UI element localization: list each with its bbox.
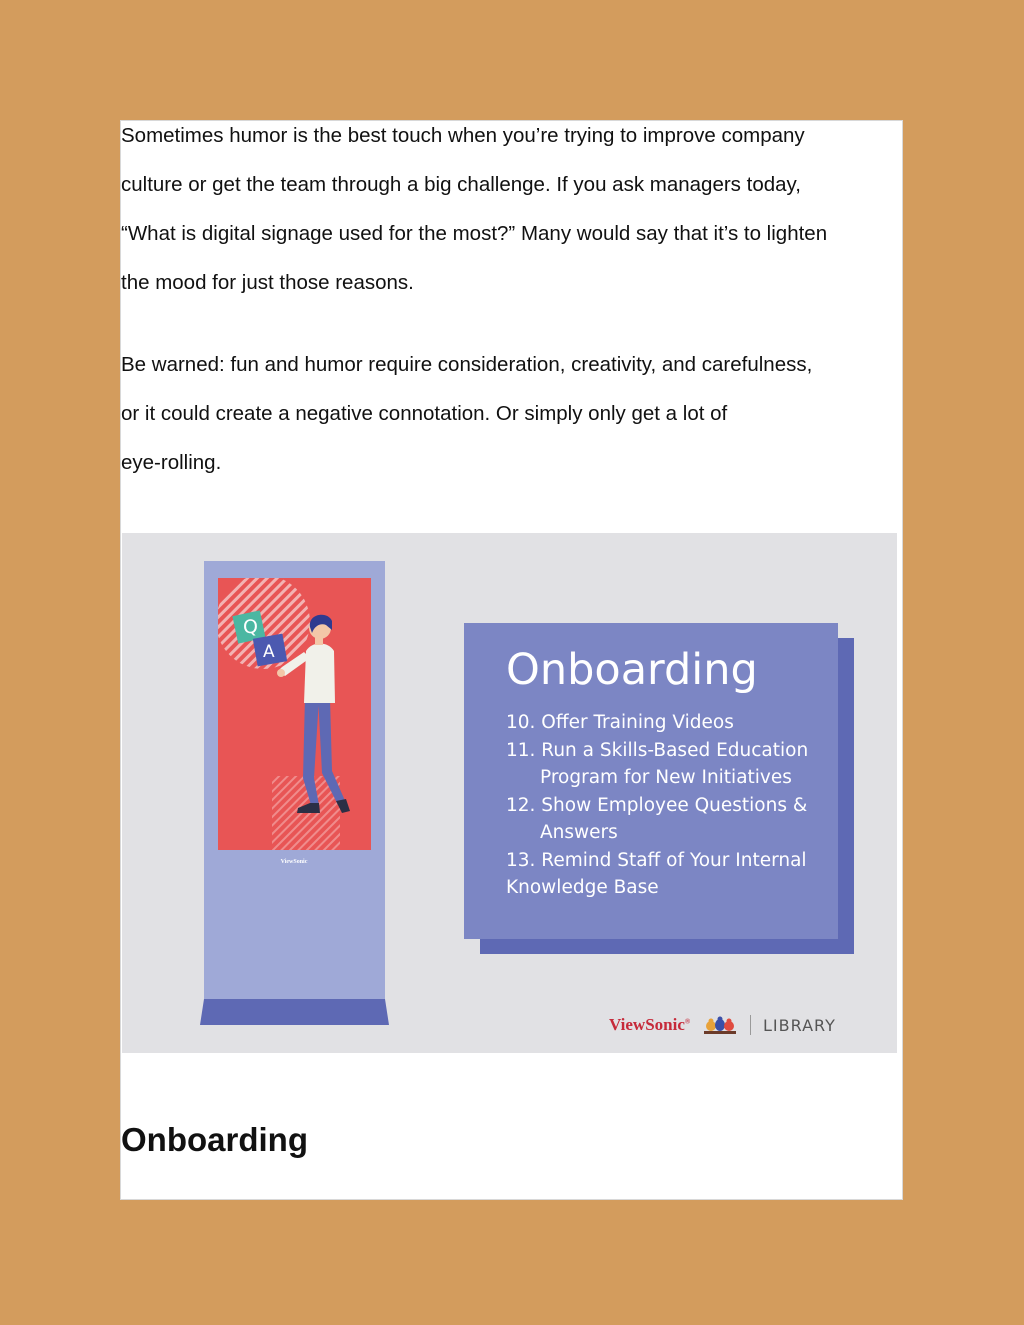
list-item: Knowledge Base bbox=[506, 877, 659, 898]
viewsonic-logo bbox=[609, 1015, 690, 1035]
card-list bbox=[506, 709, 836, 902]
list-item: 11. Run a Skills-Based Education bbox=[506, 739, 809, 761]
paragraph-line: the mood for just those reasons. bbox=[121, 271, 414, 294]
birds-logo-icon bbox=[704, 1015, 736, 1035]
kiosk-base bbox=[200, 999, 389, 1025]
brand-divider bbox=[750, 1015, 751, 1035]
list-item: Program for New Initiatives bbox=[540, 767, 792, 788]
list-item: 12. Show Employee Questions & bbox=[506, 794, 808, 816]
paragraph-line: culture or get the team through a big challenge. If you ask managers today, bbox=[121, 173, 801, 196]
brand-footer bbox=[609, 1013, 859, 1039]
kiosk-illustration bbox=[122, 533, 422, 1053]
card-title: Onboarding bbox=[506, 645, 758, 695]
onboarding-illustration bbox=[122, 533, 897, 1053]
onboarding-card bbox=[464, 623, 838, 939]
paragraph-line: Be warned: fun and humor require consideration, creativity, and carefulness, bbox=[121, 353, 813, 376]
screen-brand: ViewSonic bbox=[280, 859, 308, 865]
paragraph-humor bbox=[121, 111, 904, 307]
section-heading: Onboarding bbox=[121, 1121, 308, 1158]
paragraph-line: Sometimes humor is the best touch when you’re trying to improve company bbox=[121, 124, 805, 147]
library-label: LIBRARY bbox=[763, 1016, 836, 1035]
paragraph-warning bbox=[121, 340, 904, 487]
document-page bbox=[120, 120, 903, 1200]
registered-mark: ® bbox=[684, 1017, 691, 1026]
list-item: 10. Offer Training Videos bbox=[506, 712, 734, 733]
badge-a: A bbox=[263, 642, 275, 662]
list-item: Answers bbox=[540, 822, 618, 843]
paragraph-line: “What is digital signage used for the most?” Many would say that it’s to lighten bbox=[121, 222, 828, 245]
paragraph-line: eye-rolling. bbox=[121, 451, 222, 474]
list-item: 13. Remind Staff of Your Internal bbox=[506, 849, 807, 871]
badge-q: Q bbox=[243, 616, 258, 638]
paragraph-line: or it could create a negative connotation. Or simply only get a lot of bbox=[121, 402, 728, 425]
viewsonic-wordmark: ViewSonic bbox=[609, 1015, 685, 1034]
